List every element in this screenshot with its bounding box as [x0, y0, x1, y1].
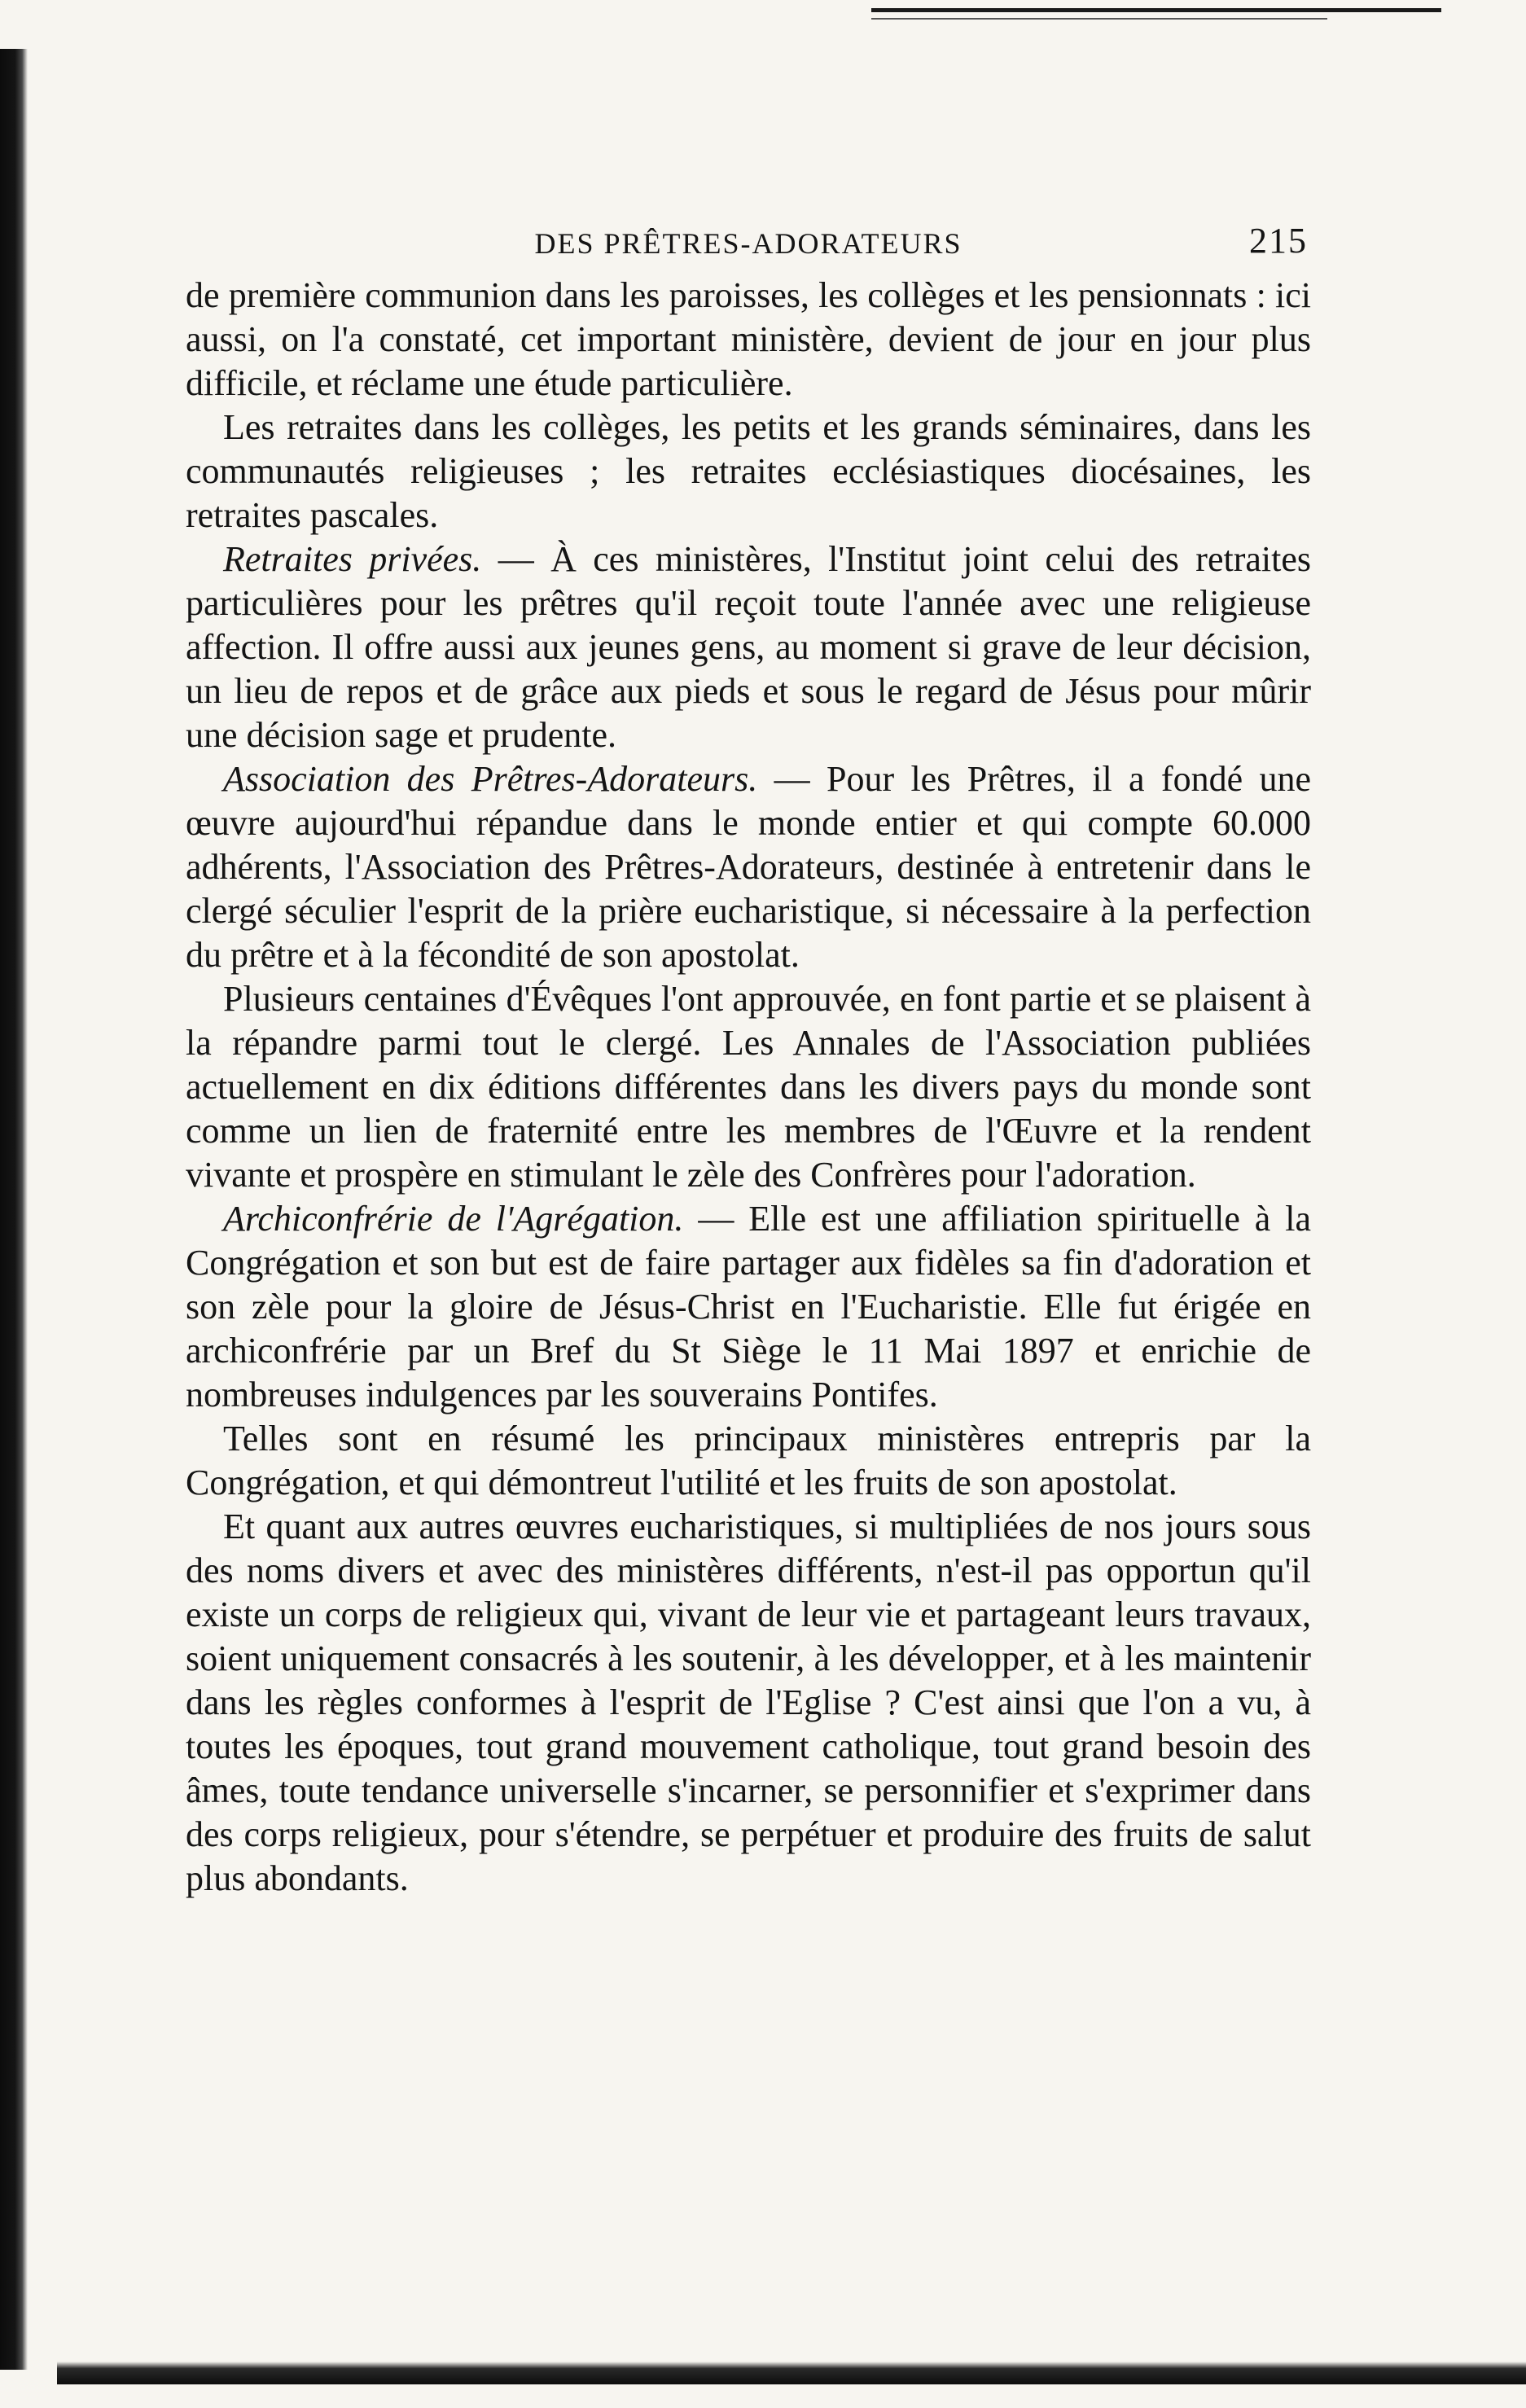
- paragraph-retraites-privees: [186, 537, 1311, 757]
- paragraph-text: Et quant aux autres œuvres eucharistiques, si multipliées de nos jours sous des noms divers et avec des ministères différents, n'est-il pas opportun qu'il existe un corps de religieux qui, vivant de leur vie et partageant leurs travaux, soient uniquement consacrés à les soutenir, à les développer, et à les maintenir dans les règles conformes à l'esprit de l'Eglise ? C'est ainsi que l'on a vu, à toutes les époques, tout grand mouvement catholique, tout grand besoin des âmes, toute tendance universelle s'incarner, se personnifier et s'exprimer dans des corps religieux, pour s'étendre, se perpétuer et produire des fruits de salut plus abondants.: [186, 1507, 1311, 1898]
- page-number: 215: [1249, 221, 1308, 261]
- paragraph-eveques: [186, 977, 1311, 1197]
- section-lead: Association des Prêtres-Adorateurs.: [223, 759, 758, 799]
- running-head: [186, 220, 1311, 269]
- scan-edge-left: [0, 49, 28, 2370]
- paragraph-text: — À ces ministères, l'Institut joint celui des retraites particulières pour les prêtres qu'il reçoit toute l'année avec une religieuse affection. Il offre aussi aux jeunes gens, au moment si grave de leur décision, un lieu de repos et de grâce aux pieds et sous le regard de Jésus pour mûrir une décision sage et prudente.: [186, 539, 1311, 755]
- section-lead: Retraites privées.: [223, 539, 482, 579]
- scan-edge-top-thin: [871, 18, 1327, 20]
- paragraph-text: de première communion dans les paroisses, les collèges et les pensionnats : ici aussi, on l'a constaté, cet important ministère, devient de jour en jour plus difficile, et réclame une étude particulière.: [186, 275, 1311, 403]
- paragraph-archiconfrerie: [186, 1197, 1311, 1417]
- paragraph-2: [186, 406, 1311, 537]
- paragraph-text: Plusieurs centaines d'Évêques l'ont approuvée, en font partie et se plaisent à la répandre parmi tout le clergé. Les Annales de l'Association publiées actuellement en dix éditions différentes dans les divers pays du monde sont comme un lien de fraternité entre les membres de l'Œuvre et la rendent vivante et prospère en stimulant le zèle des Confrères pour l'adoration.: [186, 979, 1311, 1195]
- running-title: DES PRÊTRES-ADORATEURS: [534, 227, 963, 260]
- section-lead: Archiconfrérie de l'Agrégation.: [223, 1199, 684, 1239]
- paragraph-autres-oeuvres: [186, 1505, 1311, 1901]
- paragraph-1: [186, 274, 1311, 406]
- scan-edge-top: [871, 8, 1441, 12]
- paragraph-association: [186, 757, 1311, 977]
- book-page: [186, 220, 1311, 1901]
- paragraph-text: — Pour les Prêtres, il a fondé une œuvre aujourd'hui répandue dans le monde entier et qui compte 60.000 adhérents, l'Association des Prêtres-Adorateurs, destinée à entretenir dans le clergé séculier l'esprit de la prière eucharistique, si nécessaire à la perfection du prêtre et à la fécondité de son apostolat.: [186, 759, 1311, 975]
- body-text: [186, 274, 1311, 1901]
- scan-edge-bottom: [57, 2362, 1526, 2384]
- paragraph-text: Telles sont en résumé les principaux ministères entrepris par la Congrégation, et qui démontreut l'utilité et les fruits de son apostolat.: [186, 1419, 1311, 1502]
- paragraph-resume: [186, 1417, 1311, 1505]
- paragraph-text: — Elle est une affiliation spirituelle à la Congrégation et son but est de faire partager aux fidèles sa fin d'adoration et son zèle pour la gloire de Jésus-Christ en l'Eucharistie. Elle fut érigée en archiconfrérie par un Bref du St Siège le 11 Mai 1897 et enrichie de nombreuses indulgences par les souverains Pontifes.: [186, 1199, 1311, 1415]
- paragraph-text: Les retraites dans les collèges, les petits et les grands séminaires, dans les communautés religieuses ; les retraites ecclésiastiques diocésaines, les retraites pascales.: [186, 407, 1311, 535]
